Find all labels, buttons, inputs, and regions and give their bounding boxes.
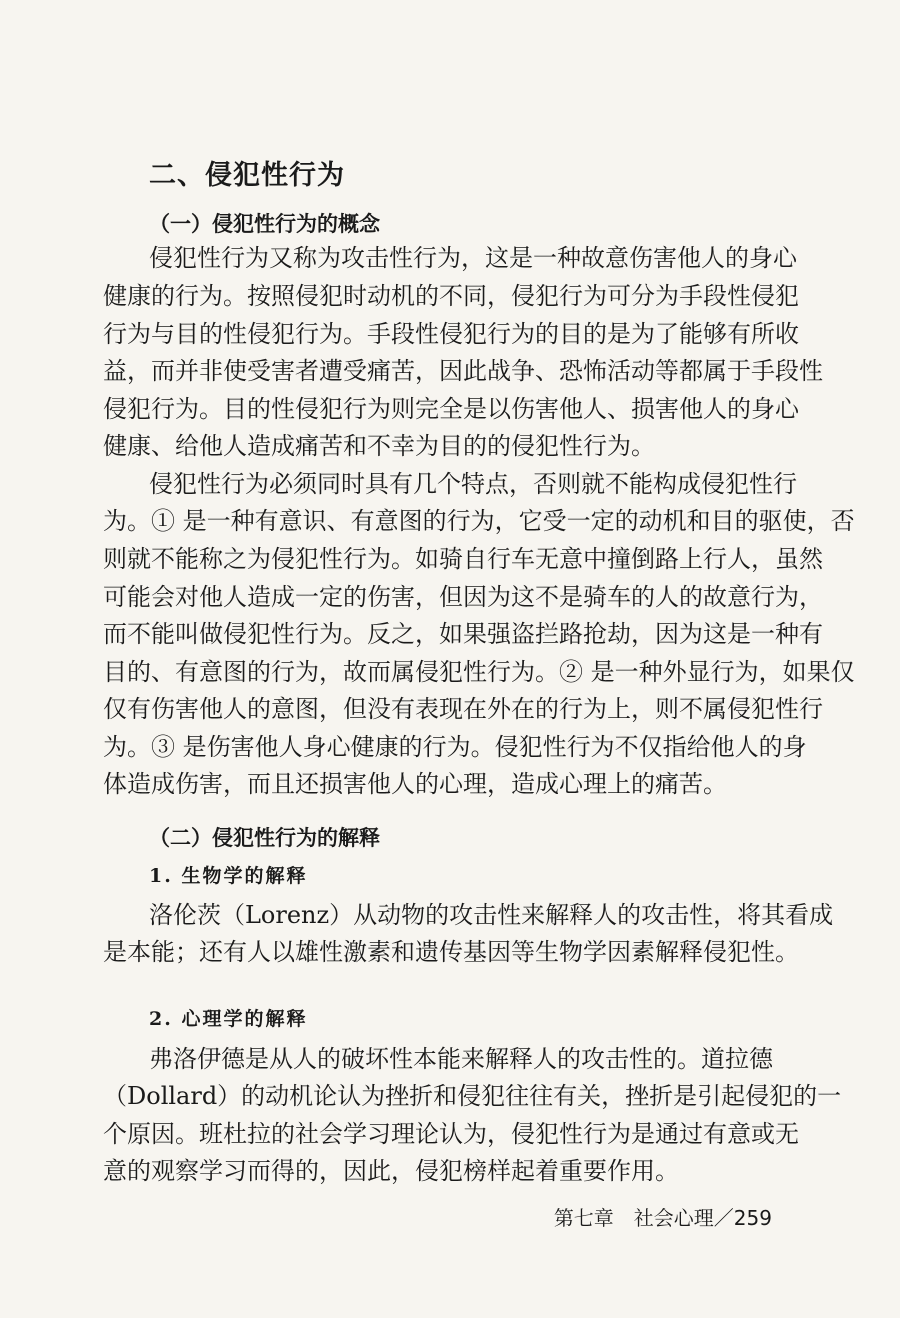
section-title: 二、侵犯性行为: [149, 160, 345, 191]
paragraph-line: 侵犯性行为必须同时具有几个特点，否则就不能构成侵犯性行: [149, 470, 797, 498]
paragraph-line: 弗洛伊德是从人的破坏性本能来解释人的攻击性的。道拉德: [149, 1045, 773, 1073]
paragraph-line: 健康、给他人造成痛苦和不幸为目的的侵犯性行为。: [103, 432, 655, 460]
paragraph-line: 个原因。班杜拉的社会学习理论认为，侵犯性行为是通过有意或无: [103, 1120, 799, 1148]
subheading-psychological: 2. 心理学的解释: [149, 1008, 308, 1030]
paragraph-line: 侵犯行为。目的性侵犯行为则完全是以伤害他人、损害他人的身心: [103, 395, 799, 423]
paragraph-line: 行为与目的性侵犯行为。手段性侵犯行为的目的是为了能够有所收: [103, 320, 799, 348]
paragraph-line: （Dollard）的动机论认为挫折和侵犯往往有关，挫折是引起侵犯的一: [103, 1082, 842, 1110]
subsection-heading-explanation: （二）侵犯性行为的解释: [149, 826, 380, 850]
paragraph-line: 则就不能称之为侵犯性行为。如骑自行车无意中撞倒路上行人，虽然: [103, 545, 823, 573]
paragraph-line: 洛伦茨（Lorenz）从动物的攻击性来解释人的攻击性，将其看成: [149, 901, 834, 929]
paragraph-line: 是本能；还有人以雄性激素和遗传基因等生物学因素解释侵犯性。: [103, 938, 799, 966]
paragraph-line: 而不能叫做侵犯性行为。反之，如果强盗拦路抢劫，因为这是一种有: [103, 620, 823, 648]
paragraph-line: 益，而并非使受害者遭受痛苦，因此战争、恐怖活动等都属于手段性: [103, 357, 823, 385]
paragraph-line: 可能会对他人造成一定的伤害，但因为这不是骑车的人的故意行为，: [103, 583, 823, 611]
page-footer: 第七章 社会心理／259: [553, 1206, 772, 1230]
paragraph-line: 仅有伤害他人的意图，但没有表现在外在的行为上，则不属侵犯性行: [103, 695, 823, 723]
paragraph-line: 目的、有意图的行为，故而属侵犯性行为。② 是一种外显行为，如果仅: [103, 658, 855, 686]
paragraph-line: 体造成伤害，而且还损害他人的心理，造成心理上的痛苦。: [103, 770, 727, 798]
subheading-biological: 1. 生物学的解释: [149, 865, 308, 887]
paragraph-line: 侵犯性行为又称为攻击性行为，这是一种故意伤害他人的身心: [149, 244, 797, 272]
paragraph-line: 健康的行为。按照侵犯时动机的不同，侵犯行为可分为手段性侵犯: [103, 282, 799, 310]
paragraph-line: 意的观察学习而得的，因此，侵犯榜样起着重要作用。: [103, 1157, 679, 1185]
paragraph-line: 为。① 是一种有意识、有意图的行为，它受一定的动机和目的驱使，否: [103, 507, 855, 535]
subsection-heading-concept: （一）侵犯性行为的概念: [149, 212, 380, 236]
paragraph-line: 为。③ 是伤害他人身心健康的行为。侵犯性行为不仅指给他人的身: [103, 733, 807, 761]
